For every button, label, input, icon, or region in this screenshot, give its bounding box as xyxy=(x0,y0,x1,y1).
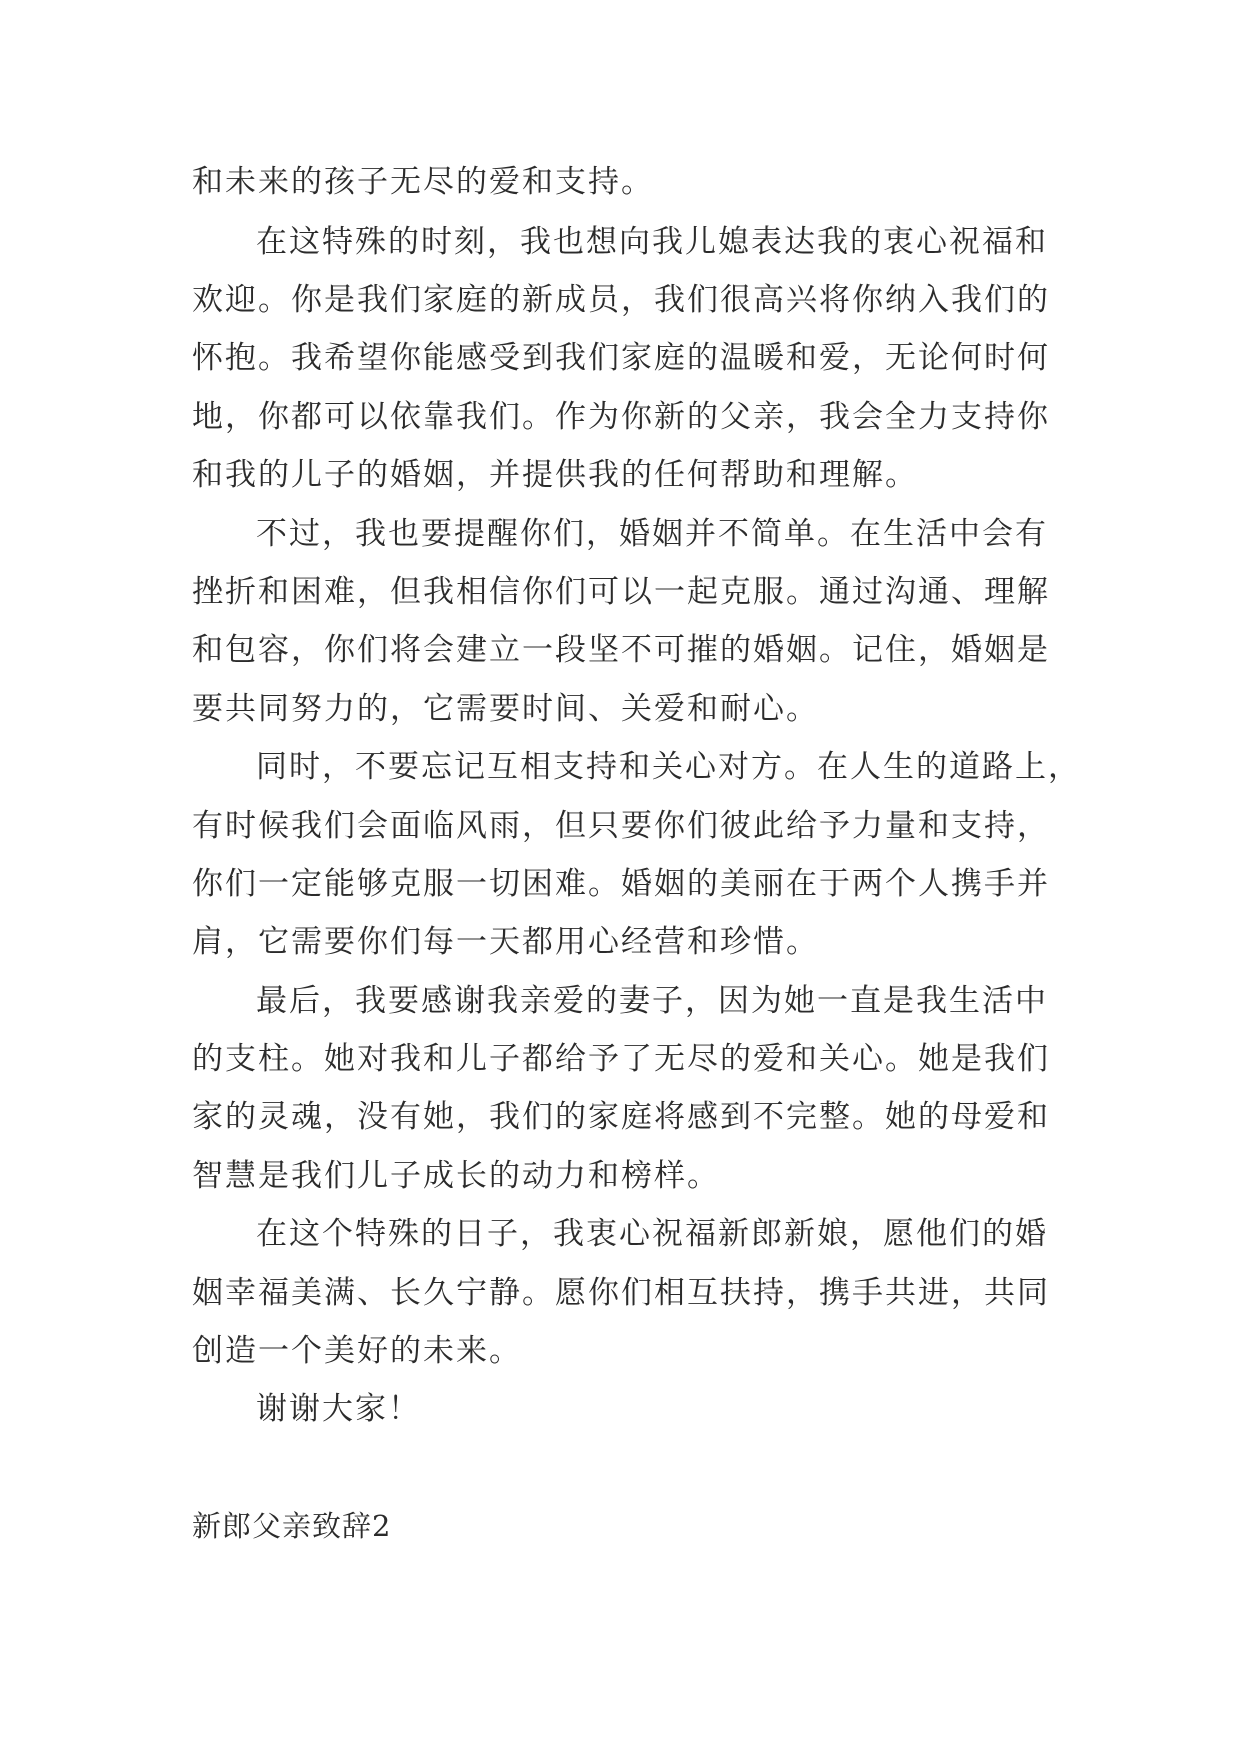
text-line: 谢谢大家！ xyxy=(256,1391,421,1427)
text-line: 最后，我要感谢我亲爱的妻子，因为她一直是我生活中 xyxy=(256,983,1048,1019)
text-line: 家的灵魂，没有她，我们的家庭将感到不完整。她的母爱和 xyxy=(192,1099,1050,1135)
text-line: 和未来的孩子无尽的爱和支持。 xyxy=(192,164,654,200)
text-line: 你们一定能够克服一切困难。婚姻的美丽在于两个人携手并 xyxy=(192,866,1050,902)
text-line: 不过，我也要提醒你们，婚姻并不简单。在生活中会有 xyxy=(256,516,1048,552)
text-line: 同时，不要忘记互相支持和关心对方。在人生的道路上， xyxy=(256,749,1081,785)
text-line: 和我的儿子的婚姻，并提供我的任何帮助和理解。 xyxy=(192,457,918,493)
text-line: 要共同努力的，它需要时间、关爱和耐心。 xyxy=(192,691,819,727)
text-line: 挫折和困难，但我相信你们可以一起克服。通过沟通、理解 xyxy=(192,574,1050,610)
text-line: 地，你都可以依靠我们。作为你新的父亲，我会全力支持你 xyxy=(192,399,1050,435)
text-line: 创造一个美好的未来。 xyxy=(192,1333,522,1369)
text-line: 的支柱。她对我和儿子都给予了无尽的爱和关心。她是我们 xyxy=(192,1041,1050,1077)
section-heading: 新郎父亲致辞2 xyxy=(192,1509,392,1543)
text-line: 智慧是我们儿子成长的动力和榜样。 xyxy=(192,1158,720,1194)
text-line: 在这特殊的时刻，我也想向我儿媳表达我的衷心祝福和 xyxy=(256,224,1048,260)
text-line: 姻幸福美满、长久宁静。愿你们相互扶持，携手共进，共同 xyxy=(192,1275,1050,1311)
text-line: 和包容，你们将会建立一段坚不可摧的婚姻。记住，婚姻是 xyxy=(192,632,1050,668)
text-line: 怀抱。我希望你能感受到我们家庭的温暖和爱，无论何时何 xyxy=(192,340,1050,376)
text-line: 欢迎。你是我们家庭的新成员，我们很高兴将你纳入我们的 xyxy=(192,282,1050,318)
text-line: 有时候我们会面临风雨，但只要你们彼此给予力量和支持， xyxy=(192,808,1050,844)
text-line: 在这个特殊的日子，我衷心祝福新郎新娘，愿他们的婚 xyxy=(256,1216,1048,1252)
text-line: 肩，它需要你们每一天都用心经营和珍惜。 xyxy=(192,924,819,960)
